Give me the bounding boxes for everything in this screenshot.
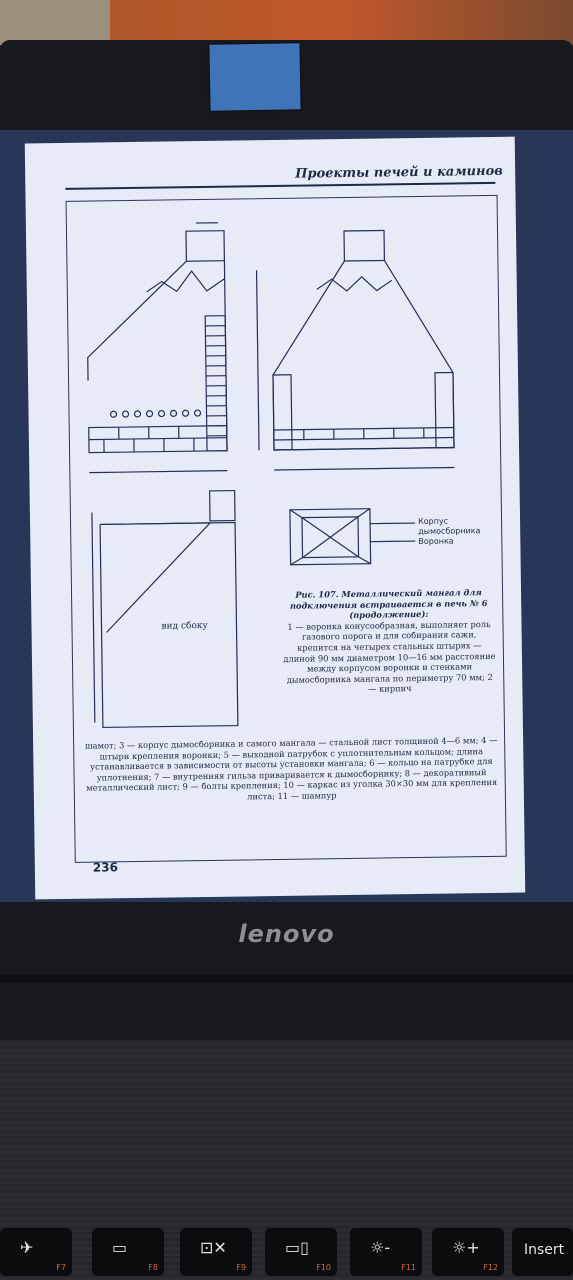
pipe-left (186, 231, 224, 262)
figure-caption (281, 587, 497, 696)
side-view-label: вид сбоку (161, 620, 208, 632)
caption-title: Рис. 107. Металлический мангал для подключения встраивается в печь № 6 (продолжение): (289, 587, 488, 621)
brightness-up-icon: ☼+ (452, 1238, 480, 1257)
key-f8[interactable]: ▭ F8 (92, 1228, 164, 1276)
caption-text-wide: шамот; 3 — корпус дымосборника и самого мангала — стальной лист толщиной 4—6 мм; 4 — штыри крепления воронки; 5 — выходной патрубок с уплотнительным кольцом; длина устанавливается в зависимости от высоты установки мангала; 6 — кольцо на патрубке для уплотнения; 7 — внутренняя гильза приваривается к дымосборнику; 8 — декоративный металлический лист; 9 — болты крепления; 10 — каркас из уголка 30×30 мм для крепления листа; 11 — шампур (84, 734, 498, 802)
side-rod (92, 513, 95, 723)
dim-bottom-right (274, 467, 454, 470)
key-f10[interactable]: ▭▯ F10 (265, 1228, 337, 1276)
side-pipe (210, 491, 235, 521)
brick-column-left (205, 316, 227, 451)
key-insert[interactable]: Insert (512, 1228, 573, 1276)
legend-label-3: Воронка (418, 536, 454, 547)
dim-height-left (257, 270, 260, 450)
funnel-right (317, 276, 392, 291)
key-f7[interactable]: ✈ F7 (0, 1228, 72, 1276)
brightness-down-icon: ☼- (370, 1238, 391, 1257)
page-number: 236 (92, 860, 119, 875)
page-header: Проекты печей и каминов (295, 163, 503, 182)
skewers-left (110, 410, 200, 417)
wall-panel (0, 0, 110, 45)
hood-right (271, 260, 454, 450)
dim-bottom-left (89, 471, 227, 473)
key-f9[interactable]: ⊡✕ F9 (180, 1228, 252, 1276)
airplane-icon: ✈ (20, 1238, 34, 1257)
book-page (25, 137, 526, 900)
blue-tape (209, 43, 300, 111)
pipe-right (344, 230, 384, 261)
key-f12[interactable]: ☼+ F12 (432, 1228, 504, 1276)
projector-icon: ▭▯ (285, 1238, 309, 1257)
function-key-row (0, 1228, 573, 1280)
hood-left-slope (86, 261, 188, 380)
key-f11[interactable]: ☼- F11 (350, 1228, 422, 1276)
legend-label-1: Корпус (418, 516, 449, 527)
touchpad-off-icon: ⊡✕ (200, 1238, 227, 1257)
lid-hinge (0, 975, 573, 983)
top-view (290, 508, 416, 565)
laptop-brand-logo: lenovo (238, 920, 335, 948)
caption-text-narrow: 1 — воронка конусообразная, выполняет роль газового порога и для собирания сажи, крепится на четырех стальных штырях — длиной 90 мм диаметром 10—16 мм расстояние между корпусом воронки и стенками дымосборника мангала по периметру 70 мм; 2 — кирпич (283, 618, 496, 695)
brick-walls-right (273, 373, 454, 451)
side-slope (105, 523, 211, 632)
display-icon: ▭ (112, 1238, 128, 1257)
background-wall (0, 0, 573, 45)
legend-label-2: дымосборника (418, 526, 481, 537)
